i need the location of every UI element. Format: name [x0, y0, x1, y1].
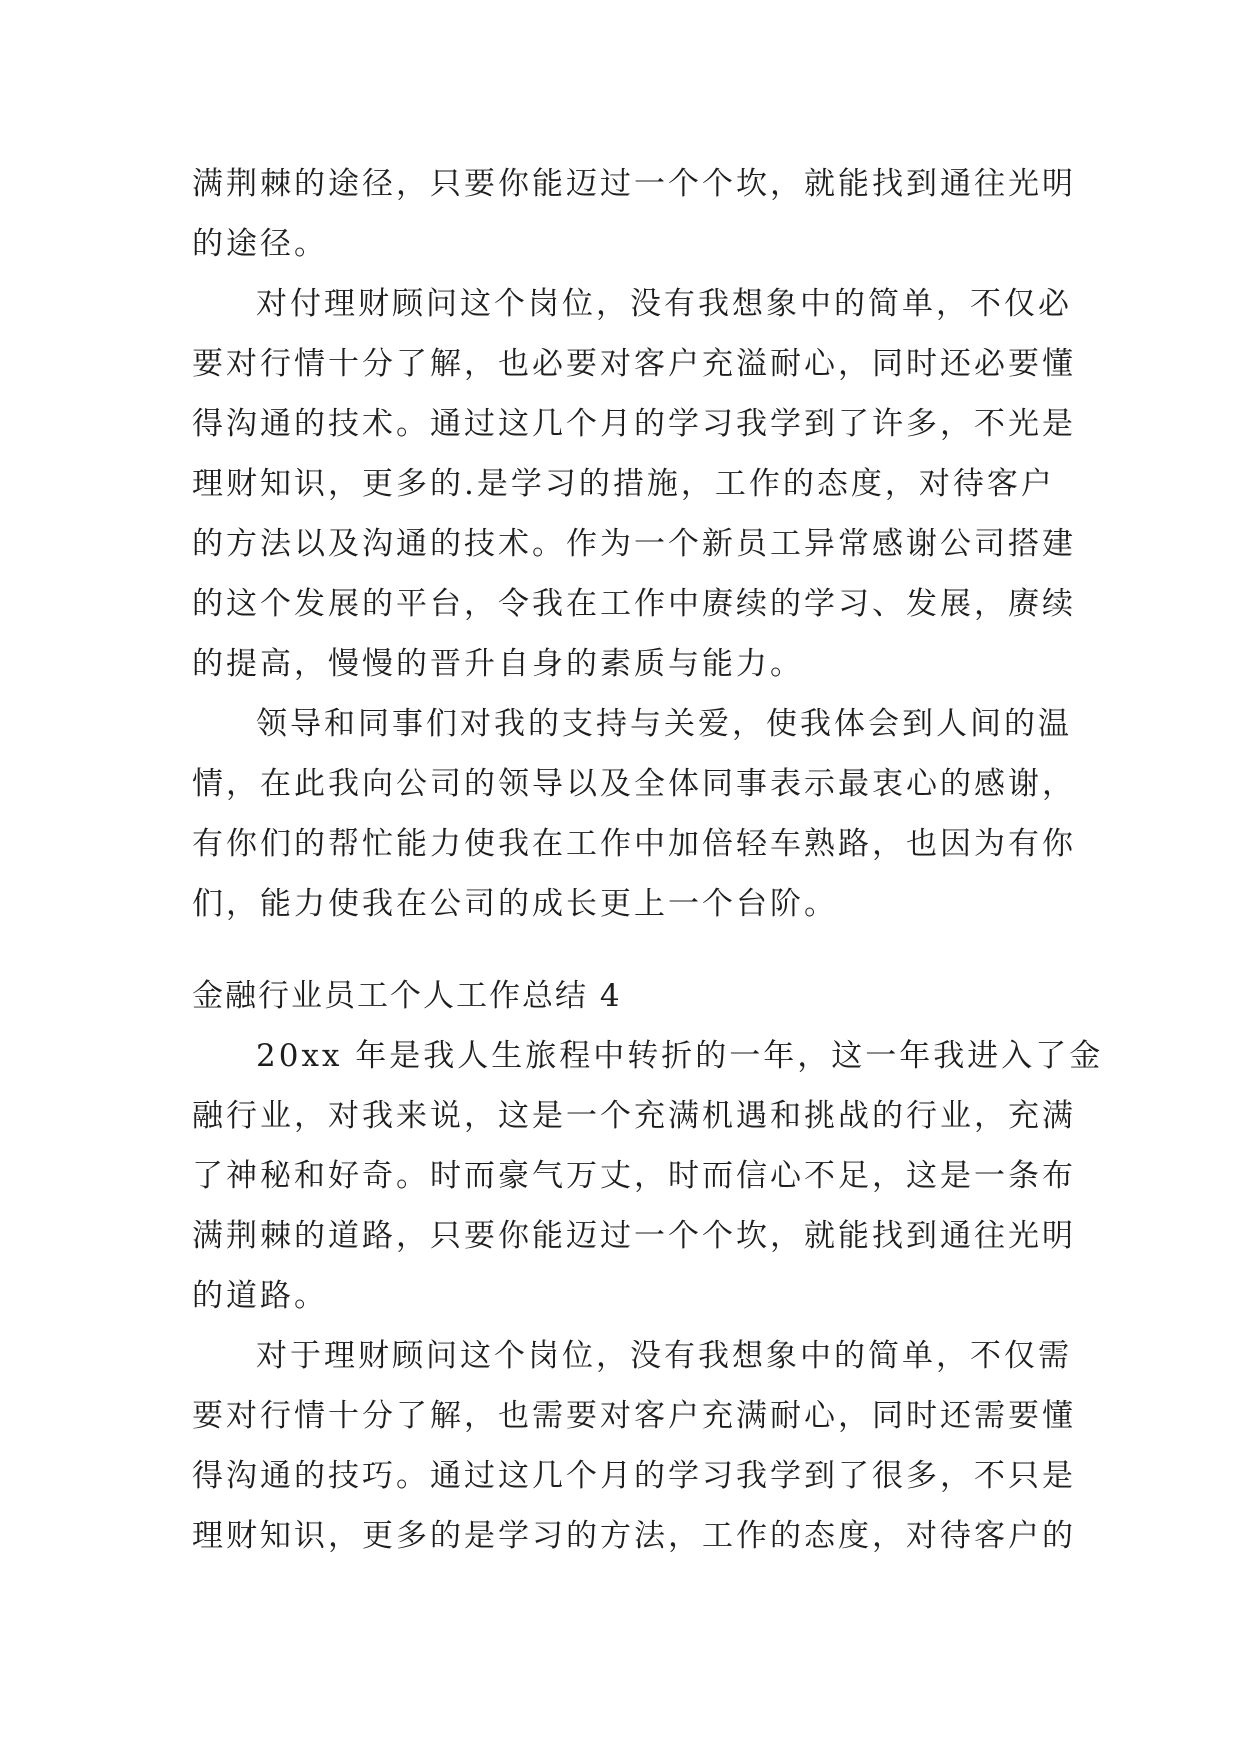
- text-line: 对付理财顾问这个岗位，没有我想象中的简单，不仅必: [256, 286, 1072, 322]
- text-line: 满荆棘的道路，只要你能迈过一个个坎，就能找到通往光明: [192, 1218, 1076, 1254]
- text-line: 满荆棘的途径，只要你能迈过一个个坎，就能找到通往光明: [192, 166, 1076, 202]
- text-line: 有你们的帮忙能力使我在工作中加倍轻车熟路，也因为有你: [192, 826, 1076, 862]
- paragraph-4: [192, 1326, 1076, 1566]
- text-line: 的道路。: [192, 1278, 328, 1314]
- text-line: 融行业，对我来说，这是一个充满机遇和挑战的行业，充满: [192, 1098, 1076, 1134]
- text-line: 的方法以及沟通的技术。作为一个新员工异常感谢公司搭建: [192, 526, 1076, 562]
- text-line: 理财知识，更多的.是学习的措施，工作的态度，对待客户: [192, 466, 1055, 502]
- text-line: 要对行情十分了解，也必要对客户充溢耐心，同时还必要懂: [192, 346, 1076, 382]
- text-line: 情，在此我向公司的领导以及全体同事表示最衷心的感谢，: [192, 766, 1076, 802]
- text-line: 对于理财顾问这个岗位，没有我想象中的简单，不仅需: [256, 1338, 1072, 1374]
- section-heading: 金融行业员工个人工作总结 4: [192, 978, 622, 1014]
- document-body: [192, 154, 1104, 1566]
- text-line: 的途径。: [192, 226, 328, 262]
- paragraph-3: [192, 1026, 1104, 1326]
- text-line: 们，能力使我在公司的成长更上一个台阶。: [192, 886, 838, 922]
- text-line: 领导和同事们对我的支持与关爱，使我体会到人间的温: [256, 706, 1072, 742]
- paragraph-1: [192, 274, 1076, 694]
- text-line: 的提高，慢慢的晋升自身的素质与能力。: [192, 646, 804, 682]
- text-line: 得沟通的技术。通过这几个月的学习我学到了许多，不光是: [192, 406, 1076, 442]
- paragraph-2: [192, 694, 1076, 934]
- text-line: 了神秘和好奇。时而豪气万丈，时而信心不足，这是一条布: [192, 1158, 1076, 1194]
- text-line: 理财知识，更多的是学习的方法，工作的态度，对待客户的: [192, 1518, 1076, 1554]
- text-line: 得沟通的技巧。通过这几个月的学习我学到了很多，不只是: [192, 1458, 1076, 1494]
- text-line: 要对行情十分了解，也需要对客户充满耐心，同时还需要懂: [192, 1398, 1076, 1434]
- section-gap: [192, 934, 1072, 966]
- paragraph-continuation: [192, 154, 1076, 274]
- text-line: 的这个发展的平台，令我在工作中赓续的学习、发展，赓续: [192, 586, 1076, 622]
- text-line: 20xx 年是我人生旅程中转折的一年，这一年我进入了金: [256, 1038, 1104, 1074]
